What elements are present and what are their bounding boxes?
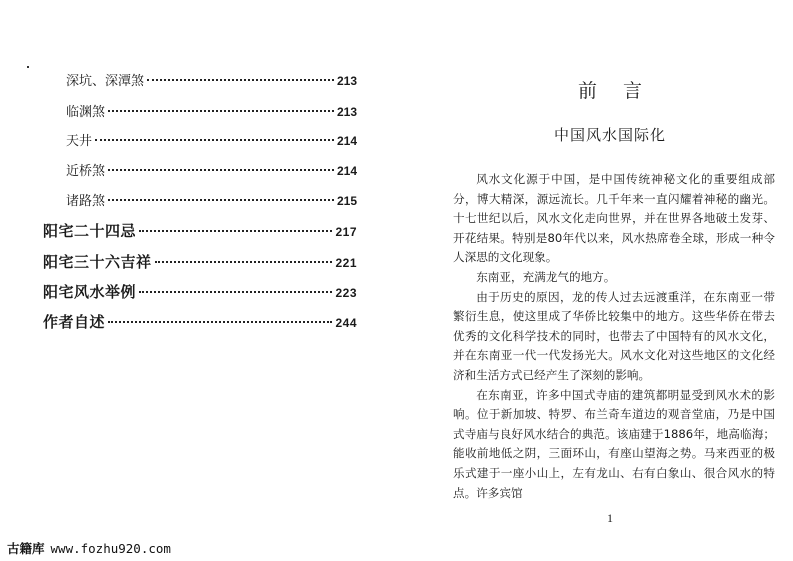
preface-page <box>440 0 780 561</box>
toc-entry[interactable] <box>43 251 357 272</box>
preface-paragraph: 东南亚，充满龙气的地方。 <box>476 269 616 284</box>
toc-entry-title: 诸路煞 <box>66 194 106 209</box>
toc-entry[interactable] <box>66 190 357 209</box>
toc-dot-leader <box>108 199 334 201</box>
toc-dot-leader <box>155 261 333 263</box>
watermark-url: www.fozhu920.com <box>50 541 171 556</box>
toc-dot-leader <box>108 321 332 323</box>
watermark-site-name: 古籍库 <box>7 541 45 556</box>
toc-dot-leader <box>108 169 334 171</box>
toc-entry-page: 217 <box>335 225 357 239</box>
toc-entry[interactable] <box>66 101 357 120</box>
toc-entry-title: 阳宅风水举例 <box>43 283 137 301</box>
toc-dot-leader <box>139 291 332 293</box>
toc-dot-leader <box>139 230 332 232</box>
toc-entry-page: 244 <box>335 316 357 330</box>
preface-paragraph: 风水文化源于中国，是中国传统神秘文化的重要组成部分，博大精深，源远流长。几千年来一直闪耀着神秘的幽光。十七世纪以后，风水文化走向世界，并在世界各地破土发芽、开花结果。特别是80年代以来，风水热席卷全球，形成一种令人深思的文化现象。 <box>453 172 775 265</box>
toc-entry-title: 阳宅三十六吉祥 <box>43 253 152 271</box>
toc-dot-leader <box>147 79 334 81</box>
toc-entry-title: 近桥煞 <box>66 164 106 179</box>
toc-entry-page: 221 <box>335 256 357 270</box>
toc-entry[interactable] <box>66 70 357 89</box>
toc-entry-page: 223 <box>335 286 357 300</box>
site-watermark <box>7 539 171 557</box>
toc-entry-title: 天井 <box>66 134 93 149</box>
toc-entry-title: 临渊煞 <box>66 105 106 120</box>
toc-entry[interactable] <box>66 160 357 179</box>
toc-entry-page: 215 <box>336 194 357 208</box>
preface-paragraph: 由于历史的原因，龙的传人过去远渡重洋，在东南亚一带繁衍生息，使这里成了华侨比较集中的地方。这些华侨在带去优秀的文化科学技术的同时，也带去了中国特有的风水文化，并在东南亚一代一代发扬光大。风水文化对这些地区的文化经济和生活方式已经产生了深刻的影响。 <box>453 289 775 382</box>
table-of-contents <box>0 0 380 561</box>
toc-entry-page: 214 <box>336 134 357 148</box>
toc-entry[interactable] <box>43 220 357 241</box>
preface-heading: 前言 <box>577 80 668 102</box>
preface-body <box>453 170 775 503</box>
toc-entry[interactable] <box>43 311 357 332</box>
preface-subheading: 中国风水国际化 <box>553 126 666 144</box>
toc-entry-page: 213 <box>336 74 357 88</box>
toc-dot-leader <box>108 110 334 112</box>
page-number: 1 <box>607 511 613 525</box>
toc-dot-leader <box>95 139 334 141</box>
toc-entry-title: 阳宅二十四忌 <box>43 222 137 240</box>
toc-entry[interactable] <box>43 281 357 302</box>
toc-entry-title: 深坑、深潭煞 <box>66 74 145 89</box>
toc-entry-page: 214 <box>336 164 357 178</box>
toc-entry-page: 213 <box>336 105 357 119</box>
toc-entry-title: 作者自述 <box>43 313 106 331</box>
preface-paragraph: 在东南亚，许多中国式寺庙的建筑都明显受到风水术的影响。位于新加坡、特罗、布兰奇车道边的观音堂庙，乃是中国式寺庙与良好风水结合的典范。该庙建于1886年，地高临海；能收前地低之阴，三面环山，有座山望海之势。马来西亚的极乐式建于一座小山上，左有龙山、右有白象山、很合风水的特点。许多宾馆 <box>453 387 775 500</box>
toc-entry[interactable] <box>66 130 357 149</box>
